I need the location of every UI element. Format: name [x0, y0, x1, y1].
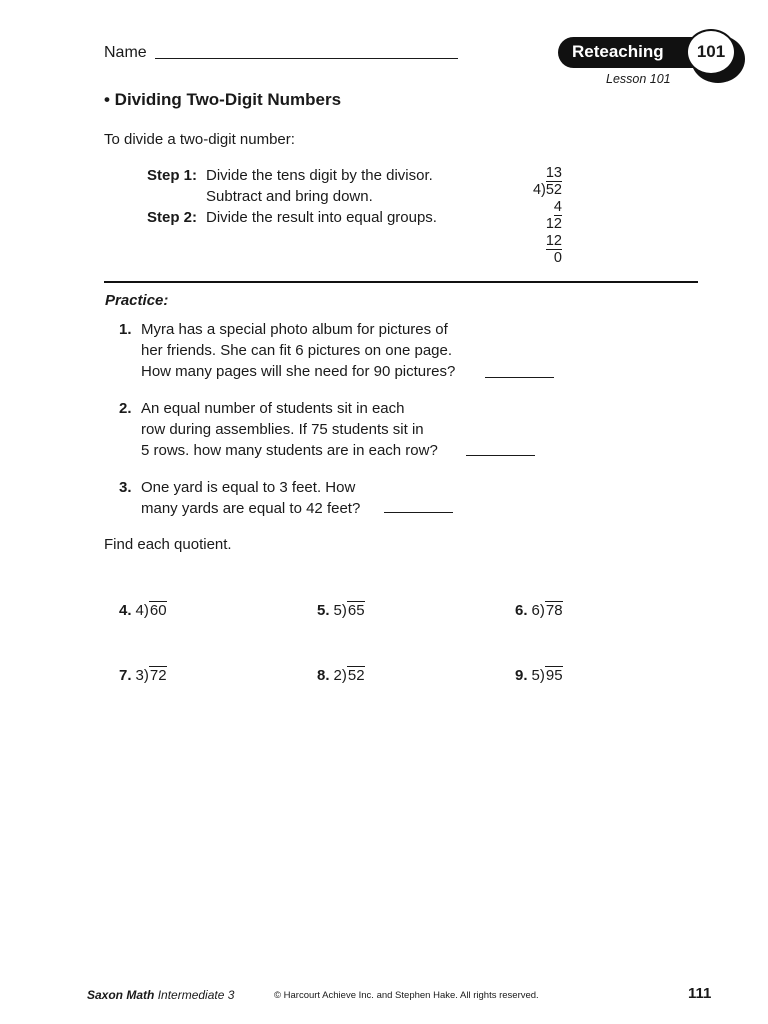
find-quotient-label: Find each quotient. — [104, 536, 232, 553]
quotient-9-number: 9. — [515, 667, 528, 684]
division-bracket: ) — [539, 667, 545, 684]
quotient-7-number: 7. — [119, 667, 132, 684]
division-bracket: ) — [143, 667, 149, 684]
quotient-6-number: 6. — [515, 602, 528, 619]
example-remainder-1: 12 — [545, 216, 562, 232]
division-bracket: ) — [143, 602, 149, 619]
problem-1-line-3: How many pages will she need for 90 pictures? — [141, 363, 456, 380]
example-final: 0 — [553, 250, 562, 266]
badge-number: 101 — [686, 29, 736, 75]
example-sub1: 4 — [553, 199, 562, 215]
quotient-8-dividend: 52 — [347, 667, 365, 684]
section-divider — [104, 281, 698, 283]
quotient-problem-7[interactable] — [119, 666, 167, 686]
footer-copyright: © Harcourt Achieve Inc. and Stephen Hake. All rights reserved. — [274, 990, 539, 1001]
example-division — [522, 182, 562, 199]
intro-text: To divide a two-digit number: — [104, 131, 295, 148]
example-dividend: 52 — [545, 182, 562, 198]
problem-1-line-2: her friends. She can fit 6 pictures on one page. — [141, 342, 453, 359]
quotient-4-dividend: 60 — [149, 602, 167, 619]
quotient-6-dividend: 78 — [545, 602, 563, 619]
quotient-8-number: 8. — [317, 667, 330, 684]
division-bracket: ) — [539, 602, 545, 619]
reteaching-badge-label: Reteaching — [572, 42, 664, 61]
division-bracket: ) — [541, 182, 546, 198]
quotient-8-divisor: 2 — [333, 667, 342, 684]
step-1-label: Step 1: — [147, 167, 198, 184]
step-1-line-2: Subtract and bring down. — [206, 188, 373, 205]
example-subtract-1 — [522, 199, 562, 216]
step-2-line-1: Divide the result into equal groups. — [206, 209, 437, 226]
quotient-4-divisor: 4 — [135, 602, 144, 619]
quotient-5-number: 5. — [317, 602, 330, 619]
quotient-7-dividend: 72 — [149, 667, 167, 684]
problem-2-answer-blank[interactable] — [466, 455, 535, 456]
quotient-4-number: 4. — [119, 602, 132, 619]
problem-2-line-1: An equal number of students sit in each — [141, 400, 405, 417]
footer-book: Intermediate 3 — [157, 988, 235, 1002]
problem-3-number: 3. — [119, 479, 132, 496]
lesson-label: Lesson 101 — [606, 72, 671, 86]
name-label: Name — [104, 44, 147, 61]
example-quotient: 13 — [545, 165, 562, 181]
footer-book-title — [87, 988, 234, 1002]
problem-3-answer-blank[interactable] — [384, 512, 453, 513]
practice-label: Practice: — [105, 292, 169, 309]
step-1-line-1: Divide the tens digit by the divisor. — [206, 167, 433, 184]
problem-2-line-2: row during assemblies. If 75 students sit in — [141, 421, 424, 438]
quotient-problem-9[interactable] — [515, 666, 563, 686]
quotient-5-divisor: 5 — [333, 602, 342, 619]
quotient-9-divisor: 5 — [531, 667, 540, 684]
quotient-9-dividend: 95 — [545, 667, 563, 684]
example-divisor: 4 — [532, 182, 542, 198]
problem-2-line-3: 5 rows. how many students are in each row? — [141, 442, 438, 459]
quotient-7-divisor: 3 — [135, 667, 144, 684]
footer-series: Saxon Math — [87, 988, 155, 1002]
quotient-problem-8[interactable] — [317, 666, 365, 686]
quotient-6-divisor: 6 — [531, 602, 540, 619]
problem-1-number: 1. — [119, 321, 132, 338]
problem-2-number: 2. — [119, 400, 132, 417]
problem-3-line-1: One yard is equal to 3 feet. How — [141, 479, 356, 496]
page-number: 111 — [688, 985, 712, 1002]
example-sub2: 12 — [545, 233, 562, 249]
quotient-5-dividend: 65 — [347, 602, 365, 619]
problem-1-answer-blank[interactable] — [485, 377, 554, 378]
name-field-line[interactable] — [155, 58, 458, 59]
problem-3-line-2: many yards are equal to 42 feet? — [141, 500, 361, 517]
page-title: • Dividing Two-Digit Numbers — [104, 90, 342, 109]
quotient-problem-6[interactable] — [515, 601, 563, 621]
step-2-label: Step 2: — [147, 209, 198, 226]
division-bracket: ) — [341, 602, 347, 619]
quotient-problem-4[interactable] — [119, 601, 167, 621]
problem-1-line-1: Myra has a special photo album for pictures of — [141, 321, 448, 338]
example-subtract-2 — [522, 233, 562, 250]
quotient-problem-5[interactable] — [317, 601, 365, 621]
division-bracket: ) — [341, 667, 347, 684]
